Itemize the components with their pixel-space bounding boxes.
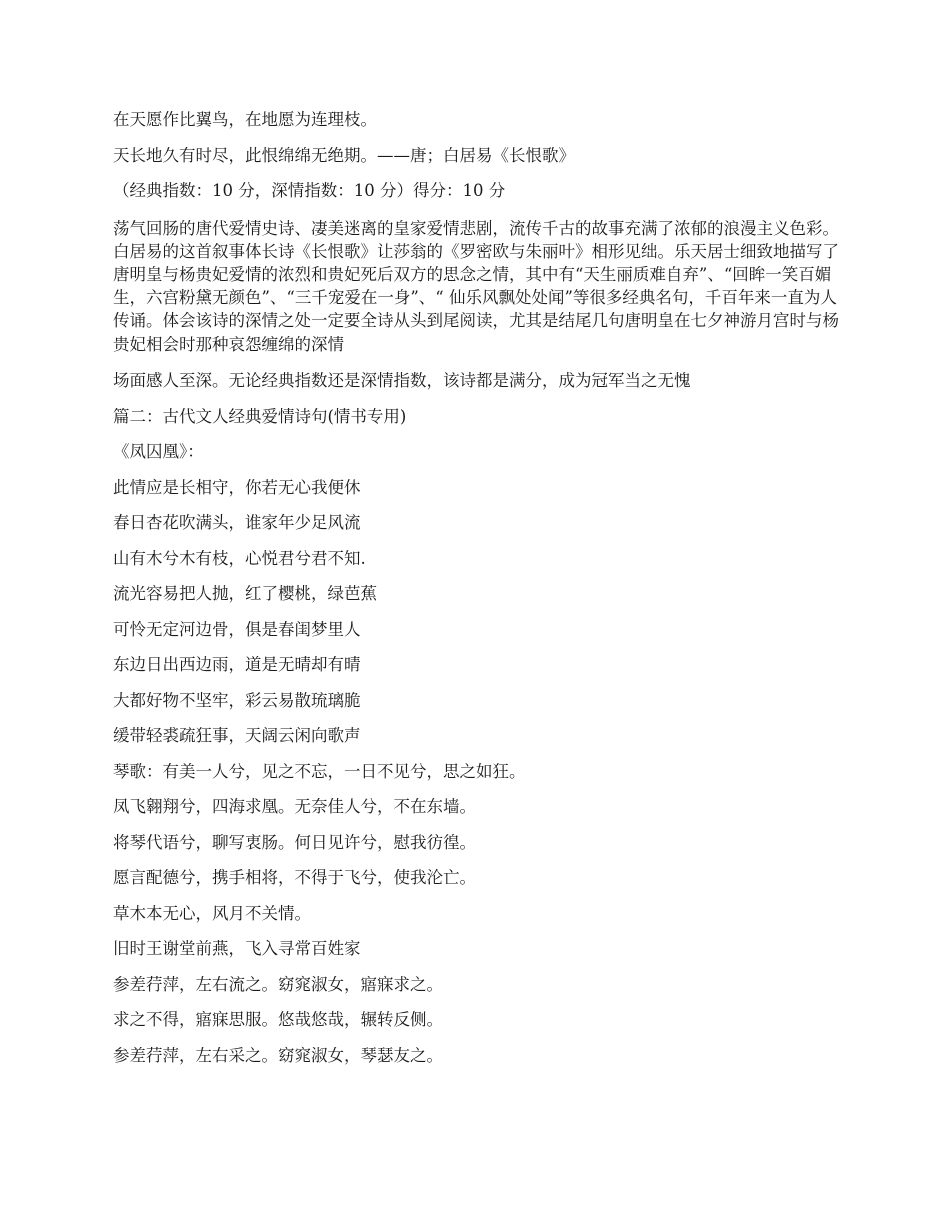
poem-line: 东边日出西边雨，道是无晴却有晴 [113, 655, 361, 675]
poem-line: 凤飞翱翔兮，四海求凰。无奈佳人兮，不在东墙。 [113, 797, 476, 817]
poem-line: 在天愿作比翼鸟，在地愿为连理枝。 [113, 110, 377, 129]
poem-line: 旧时王谢堂前燕，飞入寻常百姓家 [113, 939, 361, 959]
document-body [113, 110, 843, 1081]
poem-line: 草木本无心，风月不关情。 [113, 903, 311, 923]
poem-line: 参差荇萍，左右采之。窈窕淑女，琴瑟友之。 [113, 1045, 443, 1065]
poem-line: 此情应是长相守，你若无心我便休 [113, 477, 361, 497]
poem-line: 将琴代语兮，聊写衷肠。何日见许兮，慰我彷徨。 [113, 832, 476, 852]
poem-line: 天长地久有时尽，此恨绵绵无绝期。——唐；白居易《长恨歌》 [113, 145, 575, 165]
poem-title: 《凤囚凰》： [113, 442, 204, 462]
poem-line: 流光容易把人抛，红了樱桃，绿芭蕉 [113, 584, 377, 604]
poem-line: 愿言配德兮，携手相将，不得于飞兮，使我沦亡。 [113, 868, 476, 888]
poem-line: 求之不得，寤寐思服。悠哉悠哉，辗转反侧。 [113, 1010, 443, 1030]
poem-line: 缓带轻裘疏狂事，天阔云闲向歌声 [113, 726, 361, 746]
poem-line: 大都好物不坚牢，彩云易散琉璃脆 [113, 690, 361, 710]
section-heading: 篇二：古代文人经典爱情诗句(情书专用) [113, 406, 407, 426]
poem-line: 可怜无定河边骨，俱是春闺梦里人 [113, 619, 361, 639]
commentary-paragraph: 场面感人至深。无论经典指数还是深情指数，该诗都是满分，成为冠军当之无愧 [113, 371, 691, 391]
poem-line: 参差荇萍，左右流之。窈窕淑女，寤寐求之。 [113, 974, 443, 994]
poem-line: 山有木兮木有枝，心悦君兮君不知. [113, 548, 366, 568]
score-line: （经典指数：10 分，深情指数：10 分）得分：10 分 [113, 181, 506, 200]
commentary-paragraph: 荡气回肠的唐代爱情史诗、凄美迷离的皇家爱情悲剧，流传千古的故事充满了浓郁的浪漫主义色彩。白居易的这首叙事体长诗《长恨歌》让莎翁的《罗密欧与朱丽叶》相形见绌。乐天居士细致地描写了唐明皇与杨贵妃爱情的浓烈和贵妃死后双方的思念之情，其中有“天生丽质难自弃”、“回眸一笑百媚生，六宫粉黛无颜色”、“三千宠爱在一身”、“ 仙乐风飘处处闻”等很多经典名句，千百年来一直为人传诵。体会该诗的深情之处一定要全诗从头到尾阅读，尤其是结尾几句唐明皇在七夕神游月宫时与杨贵妃相会时那种哀怨缠绵的深情 [113, 218, 839, 354]
poem-line: 琴歌：有美一人兮，见之不忘，一日不见兮，思之如狂。 [113, 761, 526, 781]
poem-line: 春日杏花吹满头，谁家年少足风流 [113, 513, 361, 533]
